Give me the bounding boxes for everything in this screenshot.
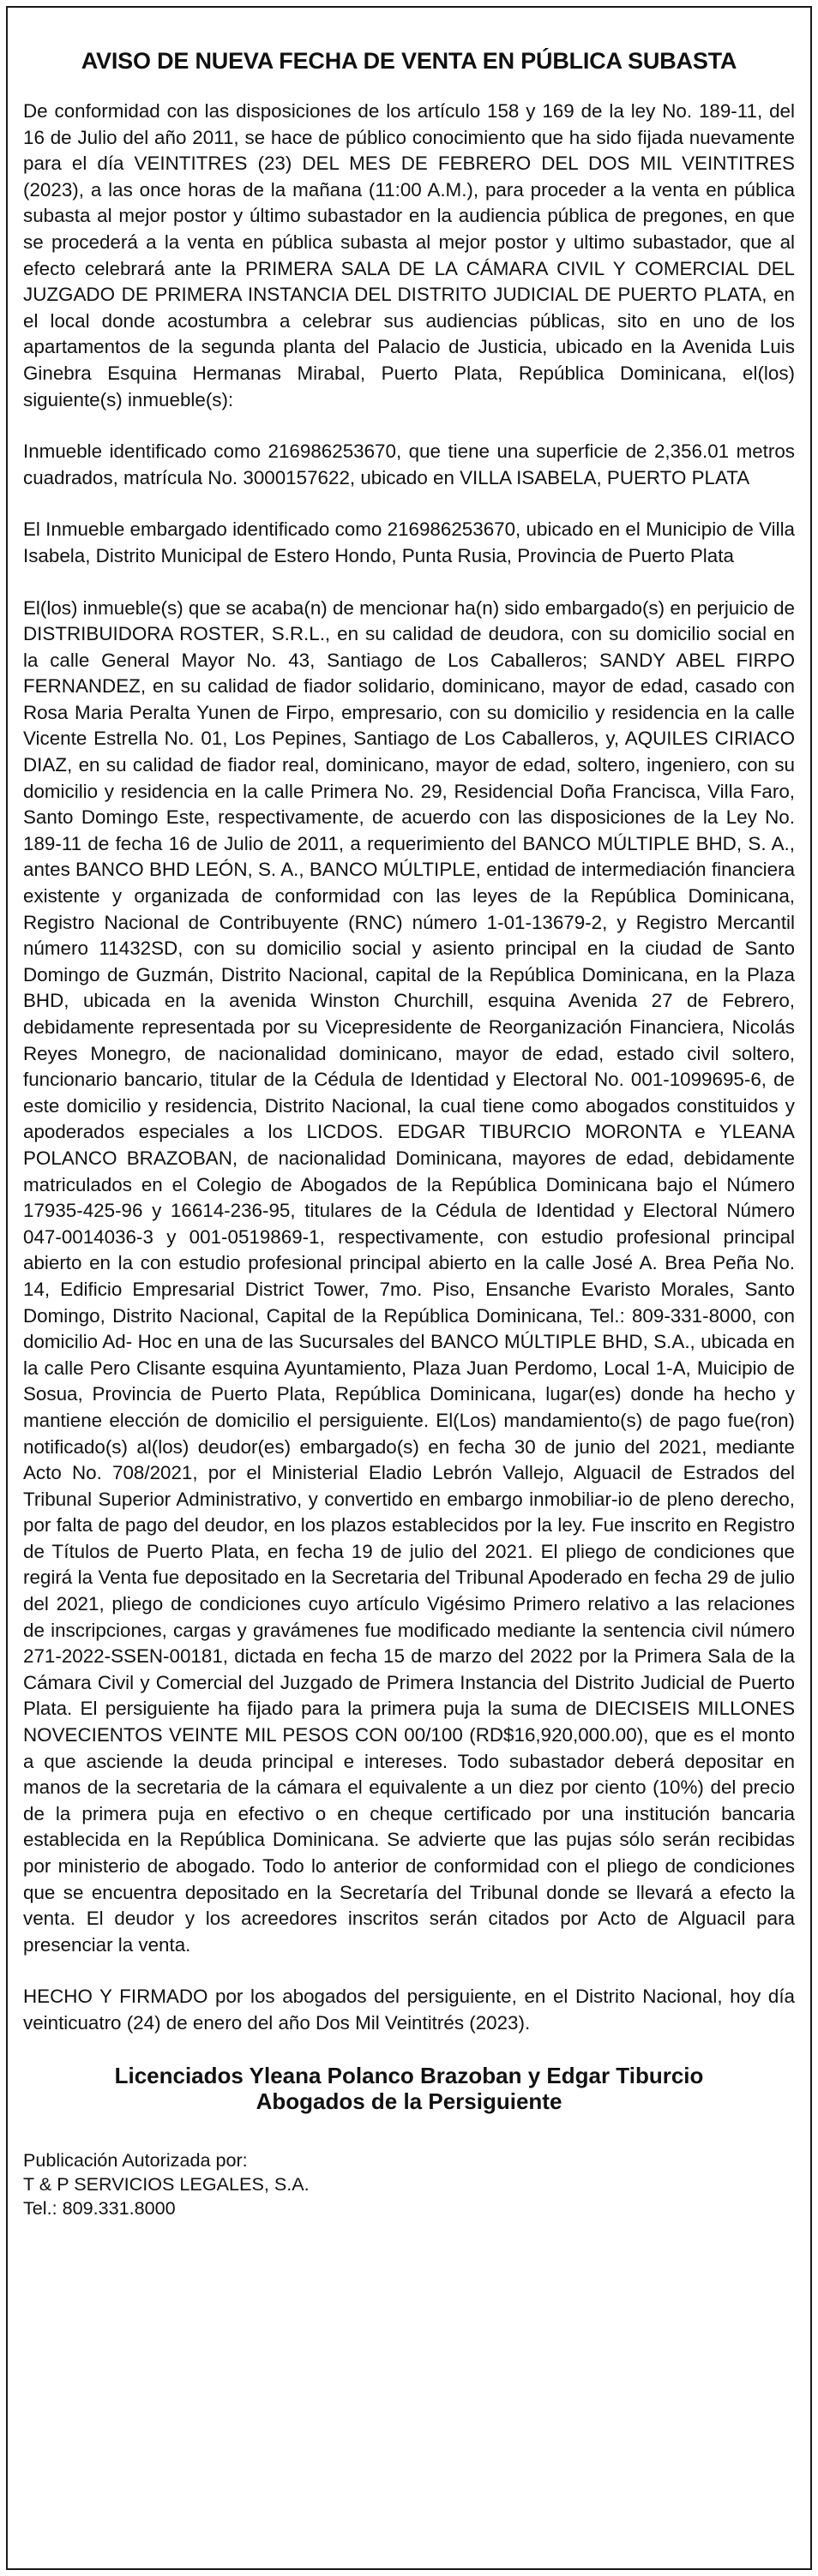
signature-role: Abogados de la Persiguiente xyxy=(256,2088,562,2114)
paragraph-seizure-details: El(los) inmueble(s) que se acaba(n) de mencionar ha(n) sido embargado(s) en perjuicio de DISTRIBUIDORA ROSTER, S.R.L., en su calidad de deudora, con su domicilio social en la calle General Mayor No. 43, Santiago de Los Caballeros; SANDY ABEL FIRPO FERNANDEZ, en su calidad de fiador solidario, dominicano, mayor de edad, casado con Rosa Maria Peralta Yunen de Firpo, empresario, con su domicilio y residencia en la calle Vicente Estrella No. 01, Los Pepines, Santiago de Los Caballeros, y, AQUILES CIRIACO DIAZ, en su calidad de fiador real, dominicano, mayor de edad, soltero, ingeniero, con su domicilio y residencia en la calle Primera No. 29, Residencial Doña Francisca, Villa Faro, Santo Domingo Este, respectivamente, de acuerdo con las disposiciones de la Ley No. 189-11 de fecha 16 de Julio de 2011, a requerimiento del BANCO MÚLTIPLE BHD, S. A., antes BANCO BHD LEÓN, S. A., BANCO MÚLTIPLE, entidad de intermediación financiera existente y organizada de conformidad con las leyes de la República Dominicana, Registro Nacional de Contribuyente (RNC) número 1-01-13679-2, y Registro Mercantil número 11432SD, con su domicilio social y asiento principal en la ciudad de Santo Domingo de Guzmán, Distrito Nacional, capital de la República Dominicana, en la Plaza BHD, ubicada en la avenida Winston Churchill, esquina Avenida 27 de Febrero, debidamente representada por su Vicepresidente de Reorganización Financiera, Nicolás Reyes Monegro, de nacionalidad dominicano, mayor de edad, estado civil soltero, funcionario bancario, titular de la Cédula de Identidad y Electoral No. 001-1099695-6, de este domicilio y residencia, Distrito Nacional, la cual tiene como abogados constituidos y apoderados especiales a los LICDOS. EDGAR TIBURCIO MORONTA e YLEANA POLANCO BRAZOBAN, de nacionalidad Dominicana, mayores de edad, debidamente matriculados en el Colegio de Abogados de la República Dominicana bajo el Número 17935-425-96 y 16614-236-95, titulares de la Cédula de Identidad y Electoral Número 047-0014036-3 y 001-0519869-1, respectivamente, con estudio profesional principal abierto en la con estudio profesional principal abierto en la calle José A. Brea Peña No. 14, Edificio Empresarial District Tower, 7mo. Piso, Ensanche Evaristo Morales, Santo Domingo, Distrito Nacional, Capital de la República Dominicana, Tel.: 809-331-8000, con domicilio Ad- Hoc en una de las Sucursales del BANCO MÚLTIPLE BHD, S.A., ubicada en la calle Pero Clisante esquina Ayuntamiento, Plaza Juan Perdomo, Local 1-A, Muicipio de Sosua, Provincia de Puerto Plata, República Dominicana, lugar(es) donde ha hecho y mantiene elección de domicilio el persiguiente. El(Los) mandamiento(s) de pago fue(ron) notificado(s) al(los) deudor(es) embargado(s) en fecha 30 de junio del 2021, mediante Acto No. 708/2021, por el Ministerial Eladio Lebrón Vallejo, Alguacil de Estrados del Tribunal Superior Administrativo, y convertido en embargo inmobiliar-io de pleno derecho, por falta de pago del deudor, en los plazos establecidos por la ley. Fue inscrito en Registro de Títulos de Puerto Plata, en fecha 19 de julio del 2021. El pliego de condiciones que regirá la Venta fue depositado en la Secretaria del Tribunal Apoderado en fecha 29 de julio del 2021, pliego de condiciones cuyo artículo Vigésimo Primero relativo a las relaciones de inscripciones, cargas y gravámenes fue modificado mediante la sentencia civil número 271-2022-SSEN-00181, dictada en fecha 15 de marzo del 2022 por la Primera Sala de la Cámara Civil y Comercial del Juzgado de Primera Instancia del Distrito Judicial de Puerto Plata. El persiguiente ha fijado para la primera puja la suma de DIECISEIS MILLONES NOVECIENTOS VEINTE MIL PESOS CON 00/100 (RD$16,920,000.00), que es el monto a que asciende la deuda principal e intereses. Todo subastador deberá depositar en manos de la secretaria de la cámara el equivalente a un diez por ciento (10%) del precio de la primera puja en efectivo o en cheque certificado por una institución bancaria establecida en la República Dominicana. Se advierte que las pujas sólo serán recibidas por ministerio de abogado. Todo lo anterior de conformidad con el pliego de condiciones que se encuentra depositado en la Secretaría del Tribunal donde se llevará a efecto la venta. El deudor y los acreedores inscritos serán citados por Acto de Alguacil para presenciar la venta. xyxy=(23,596,795,1956)
publication-info xyxy=(23,2148,795,2220)
publication-phone: Tel.: 809.331.8000 xyxy=(23,2196,176,2219)
paragraph-property-location: El Inmueble embargado identificado como 216986253670, ubicado en el Municipio de Villa Isabela, Distrito Municipal de Estero Hondo, Punta Rusia, Provincia de Puerto Plata xyxy=(23,518,795,566)
legal-notice xyxy=(6,6,812,2570)
paragraph-property-id: Inmueble identificado como 216986253670, que tiene una superficie de 2,356.01 metros cuadrados, matrícula No. 3000157622, ubicado en VILLA ISABELA, PUERTO PLATA xyxy=(23,440,795,488)
signature-block xyxy=(23,2063,795,2114)
paragraph-auction-date: De conformidad con las disposiciones de los artículo 158 y 169 de la ley No. 189-11, del 16 de Julio del año 2011, se hace de público conocimiento que ha sido fijada nuevamente para el día VEINTITRES (23) DEL MES DE FEBRERO DEL DOS MIL VEINTITRES (2023), a las once horas de la mañana (11:00 A.M.), para proceder a la venta en pública subasta al mejor postor y último subastador en la audiencia pública de pregones, en que se procederá a la venta en pública subasta al mejor postor y ultimo subastador, que al efecto celebrará ante la PRIMERA SALA DE LA CÁMARA CIVIL Y COMERCIAL DEL JUZGADO DE PRIMERA INSTANCIA DEL DISTRITO JUDICIAL DE PUERTO PLATA, en el local donde acostumbra a celebrar sus audiencias públicas, sito en uno de los apartamentos de la segunda planta del Palacio de Justicia, ubicado en la Avenida Luis Ginebra Esquina Hermanas Mirabal, Puerto Plata, República Dominicana, el(los) siguiente(s) inmueble(s): xyxy=(23,100,795,410)
paragraph-signed: HECHO Y FIRMADO por los abogados del persiguiente, en el Distrito Nacional, hoy día veinticuatro (24) de enero del año Dos Mil Veintitrés (2023). xyxy=(23,1986,795,2034)
publication-label: Publicación Autorizada por: xyxy=(23,2148,248,2171)
notice-title: AVISO DE NUEVA FECHA DE VENTA EN PÚBLICA SUBASTA xyxy=(81,48,737,74)
signature-names: Licenciados Yleana Polanco Brazoban y Edgar Tiburcio xyxy=(114,2062,704,2088)
publication-company: T & P SERVICIOS LEGALES, S.A. xyxy=(23,2172,310,2195)
